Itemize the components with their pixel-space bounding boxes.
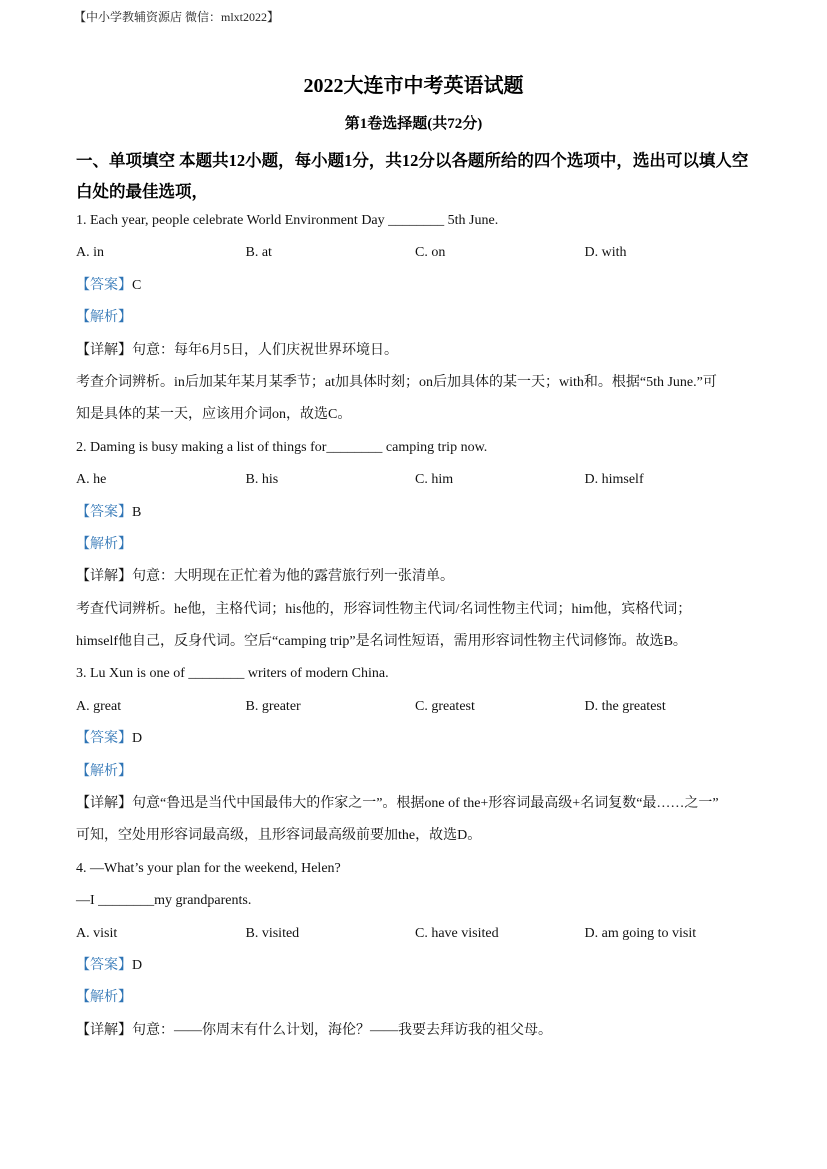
- detail-text: 句意“鲁迅是当代中国最伟大的作家之一”。根据one of the+形容词最高级+名词复数“最……之一”: [132, 796, 719, 812]
- page-subtitle: 第1卷选择题(共72分): [344, 116, 483, 132]
- option-b: B. his: [245, 472, 279, 488]
- analysis-label: 【解析】: [76, 536, 132, 552]
- section-heading: 一、单项填空 本题共12小题，每小题1分，共12分以各题所给的四个选项中，选出可以填人空白处的最佳选项，: [76, 151, 749, 201]
- questions-content: [76, 205, 756, 1047]
- answer-value: C: [132, 277, 142, 293]
- option-a: A. in: [76, 245, 104, 261]
- option-b: B. greater: [245, 698, 301, 714]
- answer-value: B: [132, 504, 142, 520]
- analysis-line: [76, 529, 756, 561]
- detail-line: [76, 335, 756, 367]
- detail-label: 【详解】: [76, 569, 132, 585]
- option-b: B. at: [245, 245, 272, 261]
- answer-line: [76, 270, 756, 302]
- question-stem: 1. Each year, people celebrate World Environment Day ________ 5th June.: [76, 213, 499, 228]
- detail-line: [76, 561, 756, 593]
- options-row: [76, 237, 756, 269]
- detail-text: 句意：每年6月5日，人们庆祝世界环境日。: [132, 342, 398, 358]
- answer-label: 【答案】: [76, 277, 132, 293]
- question-stem: 4. —What’s your plan for the weekend, Helen?: [76, 860, 341, 876]
- analysis-label: 【解析】: [76, 763, 132, 779]
- detail-text: 句意：——你周末有什么计划，海伦？——我要去拜访我的祖父母。: [132, 1022, 552, 1038]
- detail-text: 句意：大明现在正忙着为他的露营旅行列一张清单。: [132, 569, 454, 585]
- options-row: [76, 691, 756, 723]
- question-stem: —I ________my grandparents.: [76, 893, 252, 909]
- analysis-label: 【解析】: [76, 310, 132, 326]
- option-d: D. the greatest: [584, 698, 666, 714]
- detail-text: himself他自己，反身代词。空后“camping trip”是名词性短语，需用形容词性物主代词修饰。故选B。: [76, 634, 687, 650]
- detail-label: 【详解】: [76, 796, 132, 812]
- answer-label: 【答案】: [76, 504, 132, 520]
- question-stem: 2. Daming is busy making a list of things for________ camping trip now.: [76, 439, 488, 455]
- detail-text: 考查代词辨析。he他，主格代词；his他的，形容词性物主代词/名词性物主代词；him他，宾格代词；: [76, 601, 692, 617]
- detail-line: [76, 1015, 756, 1047]
- analysis-line: [76, 756, 756, 788]
- option-d: D. himself: [584, 472, 644, 488]
- analysis-label: 【解析】: [76, 990, 132, 1006]
- answer-line: [76, 950, 756, 982]
- detail-text: 知是具体的某一天，应该用介词on，故选C。: [76, 407, 352, 423]
- option-c: C. have visited: [415, 925, 499, 941]
- option-a: A. he: [76, 472, 107, 488]
- option-d: D. with: [584, 245, 627, 261]
- analysis-line: [76, 302, 756, 334]
- options-row: [76, 464, 756, 496]
- options-row: [76, 918, 756, 950]
- option-c: C. him: [415, 472, 454, 488]
- header-note: 【中小学教辅资源店 微信：mlxt2022】: [74, 10, 280, 24]
- option-a: A. visit: [76, 925, 118, 941]
- detail-line: [76, 788, 756, 820]
- answer-label: 【答案】: [76, 957, 132, 973]
- detail-label: 【详解】: [76, 1022, 132, 1038]
- option-a: A. great: [76, 698, 122, 714]
- option-d: D. am going to visit: [584, 925, 697, 941]
- question-3: [76, 658, 756, 852]
- detail-label: 【详解】: [76, 342, 132, 358]
- question-stem: 3. Lu Xun is one of ________ writers of modern China.: [76, 666, 389, 682]
- option-c: C. greatest: [415, 698, 475, 714]
- option-b: B. visited: [245, 925, 300, 941]
- question-2: [76, 432, 756, 659]
- answer-line: [76, 497, 756, 529]
- page-title: 2022大连市中考英语试题: [303, 75, 524, 97]
- answer-value: D: [132, 731, 143, 747]
- answer-line: [76, 723, 756, 755]
- question-4: [76, 853, 756, 1047]
- answer-value: D: [132, 957, 143, 973]
- analysis-line: [76, 982, 756, 1014]
- detail-text: 可知，空处用形容词最高级，且形容词最高级前要加the，故选D。: [76, 828, 482, 844]
- option-c: C. on: [415, 245, 446, 261]
- question-1: [76, 205, 756, 432]
- detail-text: 考查介词辨析。in后加某年某月某季节；at加具体时刻；on后加具体的某一天；with和。根据“5th June.”可: [76, 374, 717, 390]
- answer-label: 【答案】: [76, 731, 132, 747]
